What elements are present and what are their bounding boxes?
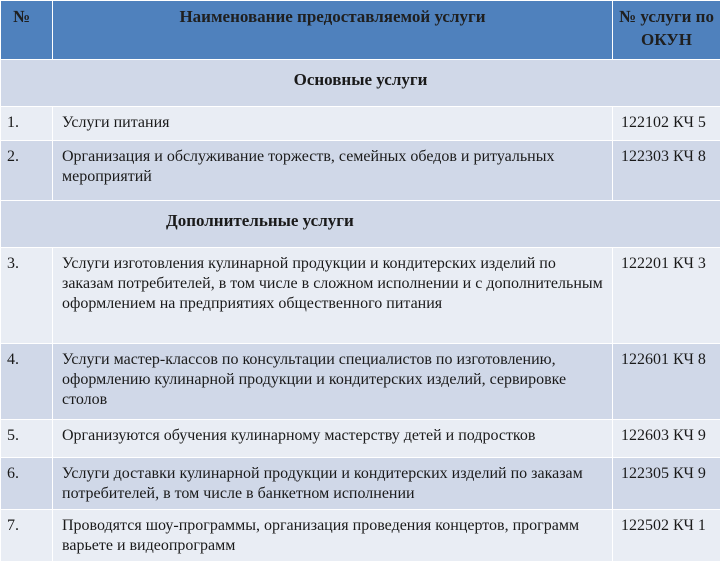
row-num: 7. — [1, 510, 53, 562]
table-row — [1, 107, 720, 141]
header-okun-code: № услуги по ОКУН — [613, 1, 720, 60]
row-service-name: Организация и обслуживание торжеств, семейных обедов и ритуальных мероприятий — [53, 141, 613, 201]
table-row — [1, 344, 720, 420]
row-num: 2. — [1, 141, 53, 201]
row-num: 6. — [1, 458, 53, 510]
row-num: 4. — [1, 344, 53, 420]
row-okun-code: 122502 КЧ 1 — [613, 510, 720, 562]
table-row — [1, 248, 720, 344]
table-row — [1, 141, 720, 201]
header-row — [1, 1, 720, 60]
row-okun-code: 122603 КЧ 9 — [613, 420, 720, 458]
row-okun-code: 122305 КЧ 9 — [613, 458, 720, 510]
header-service-name: Наименование предоставляемой услуги — [53, 1, 613, 60]
table-row — [1, 458, 720, 510]
row-okun-code: 122201 КЧ 3 — [613, 248, 720, 344]
row-service-name: Услуги изготовления кулинарной продукции и кондитерских изделий по заказам потребителей, в том числе в сложном исполнении и с дополнительным оформлением на предприятиях общественного питания — [53, 248, 613, 344]
row-service-name: Проводятся шоу-программы, организация проведения концертов, программ варьете и видеопрограмм — [53, 510, 613, 562]
section-row-extra — [1, 201, 720, 248]
row-num: 1. — [1, 107, 53, 141]
row-okun-code: 122601 КЧ 8 — [613, 344, 720, 420]
row-num: 3. — [1, 248, 53, 344]
row-service-name: Услуги питания — [53, 107, 613, 141]
section-title-main: Основные услуги — [1, 60, 720, 107]
row-service-name: Услуги мастер-классов по консультации специалистов по изготовлению, оформлению кулинарной продукции и кондитерских изделий, сервировке столов — [53, 344, 613, 420]
row-okun-code: 122102 КЧ 5 — [613, 107, 720, 141]
section-title-extra: Дополнительные услуги — [1, 201, 720, 248]
row-num: 5. — [1, 420, 53, 458]
row-service-name: Организуются обучения кулинарному мастерству детей и подростков — [53, 420, 613, 458]
header-num: № — [1, 1, 53, 60]
table-row — [1, 420, 720, 458]
section-row-main — [1, 60, 720, 107]
row-okun-code: 122303 КЧ 8 — [613, 141, 720, 201]
row-service-name: Услуги доставки кулинарной продукции и кондитерских изделий по заказам потребителей, в том числе в банкетном исполнении — [53, 458, 613, 510]
table-row — [1, 510, 720, 562]
